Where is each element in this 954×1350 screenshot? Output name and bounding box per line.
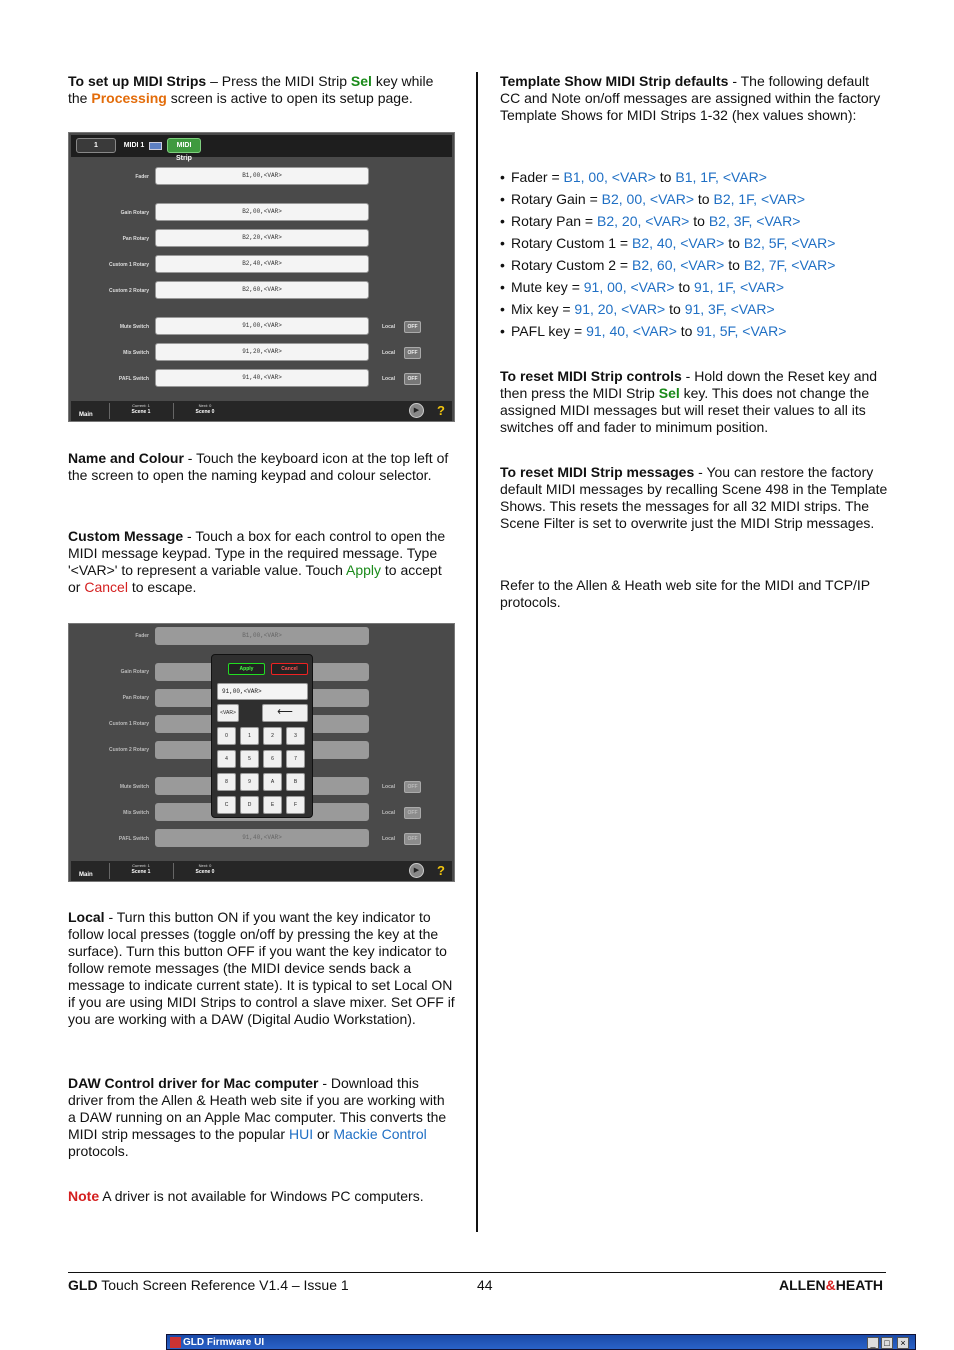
- strip-name: MIDI 1: [119, 138, 149, 153]
- hui-link[interactable]: HUI: [289, 1126, 314, 1142]
- template-defaults-paragraph: Template Show MIDI Strip defaults - The following default CC and Note on/off messages are assigned within the factory Template Shows for MIDI Strips 1-32 (hex values shown):: [500, 73, 881, 123]
- message-field[interactable]: 91,20,<VAR>: [155, 343, 369, 361]
- row-label: Custom 1 Rotary: [108, 262, 149, 268]
- list-item: • Mix key = 91, 20, <VAR> to 91, 3F, <VAR>: [500, 301, 775, 317]
- local-toggle-button[interactable]: OFF: [404, 321, 421, 333]
- list-item: • Fader = B1, 00, <VAR> to B1, 1F, <VAR>: [500, 169, 767, 185]
- keypad-key[interactable]: A: [263, 773, 282, 791]
- var-key[interactable]: <VAR>: [217, 704, 239, 722]
- list-item: • Mute key = 91, 00, <VAR> to 91, 1F, <VAR>: [500, 279, 785, 295]
- message-field[interactable]: B2,20,<VAR>: [155, 229, 369, 247]
- reset-messages-paragraph: To reset MIDI Strip messages - You can restore the factory default MIDI messages by recalling Scene 498 in the Template Shows. This resets the messages for all 32 MIDI strips. The Scene Filter is set to overwrite just the MIDI Strip messages.: [500, 464, 888, 531]
- daw-driver-paragraph: DAW Control driver for Mac computer - Download this driver from the Allen & Heath web site if you are working with a DAW running on an Apple Mac computer. This converts the MIDI strip messages to the popular HUI or Mackie Control protocols.: [68, 1075, 447, 1159]
- message-field[interactable]: B1,00,<VAR>: [155, 627, 369, 645]
- close-button[interactable]: ×: [897, 1337, 909, 1349]
- keypad-key[interactable]: 6: [263, 750, 282, 768]
- row-label: Custom 2 Rotary: [108, 288, 149, 294]
- keypad-key[interactable]: 8: [217, 773, 236, 791]
- message-field[interactable]: B1,00,<VAR>: [155, 167, 369, 185]
- footer-title: GLD Touch Screen Reference V1.4 – Issue 1: [68, 1277, 349, 1293]
- row-label: Fader: [135, 174, 149, 180]
- keypad-key[interactable]: D: [240, 796, 259, 814]
- row-label: Gain Rotary: [120, 210, 149, 216]
- keyboard-icon[interactable]: [149, 142, 162, 150]
- brand-logo: ALLEN&HEATH: [779, 1277, 883, 1293]
- window-title: GLD Firmware UI: [183, 1337, 265, 1348]
- keypad-key[interactable]: 0: [217, 727, 236, 745]
- note-paragraph: Note A driver is not available for Windows PC computers.: [68, 1188, 424, 1204]
- row-label: Pan Rotary: [122, 236, 149, 242]
- row-label: Mix Switch: [123, 810, 149, 816]
- refer-paragraph: Refer to the Allen & Heath web site for the MIDI and TCP/IP protocols.: [500, 577, 870, 610]
- column-divider: [476, 72, 478, 1232]
- row-label: Custom 1 Rotary: [108, 721, 149, 727]
- heading-midi-strips: To set up MIDI Strips: [68, 73, 207, 89]
- keypad-key[interactable]: E: [263, 796, 282, 814]
- list-item: • Rotary Gain = B2, 00, <VAR> to B2, 1F, <VAR>: [500, 191, 806, 207]
- keypad-key[interactable]: C: [217, 796, 236, 814]
- main-label[interactable]: Main: [79, 872, 93, 878]
- row-label: PAFL Switch: [118, 836, 149, 842]
- keypad-key[interactable]: 7: [286, 750, 305, 768]
- local-label: Local: [382, 376, 396, 382]
- midi-message-keypad: [211, 654, 313, 818]
- current-scene[interactable]: Current: 1 Scene 1: [109, 403, 172, 419]
- row-label: Gain Rotary: [120, 669, 149, 675]
- row-label: PAFL Switch: [118, 376, 149, 382]
- local-toggle-button[interactable]: OFF: [404, 373, 421, 385]
- keypad-key[interactable]: 4: [217, 750, 236, 768]
- keypad-key[interactable]: 9: [240, 773, 259, 791]
- keypad-key[interactable]: 5: [240, 750, 259, 768]
- note-label: Note: [68, 1188, 100, 1204]
- list-item: • Rotary Pan = B2, 20, <VAR> to B2, 3F, <VAR>: [500, 213, 801, 229]
- help-icon[interactable]: ?: [437, 403, 445, 418]
- current-scene[interactable]: Current: 1 Scene 1: [109, 863, 172, 879]
- main-label[interactable]: Main: [79, 412, 93, 418]
- footer-rule: [68, 1272, 886, 1273]
- keypad-key[interactable]: 2: [263, 727, 282, 745]
- midi-strip-setup-screenshot: [68, 132, 455, 422]
- local-paragraph: Local - Turn this button ON if you want the key indicator to follow local presses (toggle on/off by pressing the key at the surface). Turn this button OFF if you want the key indicator to follow remote messages (the MIDI device sends back a message to indicate current state). It is typical to set Local ON if you are using MIDI Strips to control a slave mixer. Set OFF if you are working with a DAW (Digital Audio Workstation).: [68, 909, 455, 1027]
- name-colour-paragraph: Name and Colour - Touch the keyboard icon at the top left of the screen to open the naming keypad and colour selector.: [68, 450, 449, 483]
- local-label: Local: [382, 836, 396, 842]
- processing-label: Processing: [91, 90, 167, 106]
- row-label: Custom 2 Rotary: [108, 747, 149, 753]
- message-field[interactable]: 91,00,<VAR>: [155, 317, 369, 335]
- list-item: • Rotary Custom 1 = B2, 40, <VAR> to B2, 5F, <VAR>: [500, 235, 836, 251]
- sel-key-label: Sel: [350, 73, 372, 89]
- minimize-button[interactable]: _: [867, 1337, 879, 1349]
- apply-word: Apply: [346, 562, 382, 578]
- row-label: Mix Switch: [123, 350, 149, 356]
- next-scene[interactable]: Next: 0 Scene 0: [173, 863, 236, 879]
- app-icon: [170, 1337, 181, 1348]
- screen-bottom-bar: [71, 401, 452, 421]
- local-label: Local: [382, 784, 396, 790]
- apply-button[interactable]: Apply: [228, 663, 265, 675]
- local-label: Local: [382, 350, 396, 356]
- firmware-window-titlebar[interactable]: [166, 1334, 916, 1350]
- maximize-button[interactable]: □: [881, 1337, 893, 1349]
- screen-top-bar: [71, 135, 452, 162]
- keypad-key[interactable]: 1: [240, 727, 259, 745]
- keypad-key[interactable]: F: [286, 796, 305, 814]
- tab-midi-strip[interactable]: MIDI Strip: [167, 138, 201, 153]
- message-field[interactable]: B2,40,<VAR>: [155, 255, 369, 273]
- page-number: 44: [477, 1277, 493, 1293]
- local-label: Local: [382, 324, 396, 330]
- midi-keypad-screenshot: [68, 623, 455, 882]
- message-field[interactable]: 91,40,<VAR>: [155, 369, 369, 387]
- local-label: Local: [382, 810, 396, 816]
- local-toggle-button[interactable]: OFF: [404, 347, 421, 359]
- keypad-entry-field[interactable]: 91,00,<VAR>: [217, 683, 308, 700]
- local-toggle-button[interactable]: OFF: [404, 781, 421, 793]
- row-label: Mute Switch: [119, 784, 149, 790]
- cancel-word: Cancel: [84, 579, 128, 595]
- strip-number-box[interactable]: 1: [76, 138, 116, 153]
- help-icon[interactable]: ?: [437, 863, 445, 878]
- default-messages-list: [500, 166, 892, 342]
- keypad-key[interactable]: B: [286, 773, 305, 791]
- intro-paragraph: To set up MIDI Strips – Press the MIDI Strip Sel key while the Processing screen is active to open its setup page.: [68, 73, 434, 106]
- row-label: Fader: [135, 633, 149, 639]
- local-toggle-button[interactable]: OFF: [404, 833, 421, 845]
- message-field[interactable]: 91,40,<VAR>: [155, 829, 369, 847]
- next-scene[interactable]: Next: 0 Scene 0: [173, 403, 236, 419]
- keypad-key[interactable]: 3: [286, 727, 305, 745]
- list-item: • PAFL key = 91, 40, <VAR> to 91, 5F, <VAR>: [500, 323, 787, 339]
- list-item: • Rotary Custom 2 = B2, 60, <VAR> to B2, 7F, <VAR>: [500, 257, 836, 273]
- custom-message-paragraph: Custom Message - Touch a box for each control to open the MIDI message keypad. Type in the required message. Type '<VAR>' to represent a variable value. Touch Apply to accept or Cancel to escape.: [68, 528, 446, 595]
- screen-bottom-bar: [71, 861, 452, 881]
- backspace-icon[interactable]: ⟵: [262, 704, 308, 722]
- local-toggle-button[interactable]: OFF: [404, 807, 421, 819]
- row-label: Mute Switch: [119, 324, 149, 330]
- play-icon[interactable]: ▶: [409, 403, 424, 418]
- row-label: Pan Rotary: [122, 695, 149, 701]
- play-icon[interactable]: ▶: [409, 863, 424, 878]
- message-field[interactable]: B2,00,<VAR>: [155, 203, 369, 221]
- message-field[interactable]: B2,60,<VAR>: [155, 281, 369, 299]
- mackie-control-link[interactable]: Mackie Control: [333, 1126, 427, 1142]
- reset-controls-paragraph: To reset MIDI Strip controls - Hold down the Reset key and then press the MIDI Strip Sel key. This does not change the assigned MIDI messages but will reset their values to all its switches off and fader to minimum position.: [500, 368, 878, 435]
- cancel-button[interactable]: Cancel: [271, 663, 308, 675]
